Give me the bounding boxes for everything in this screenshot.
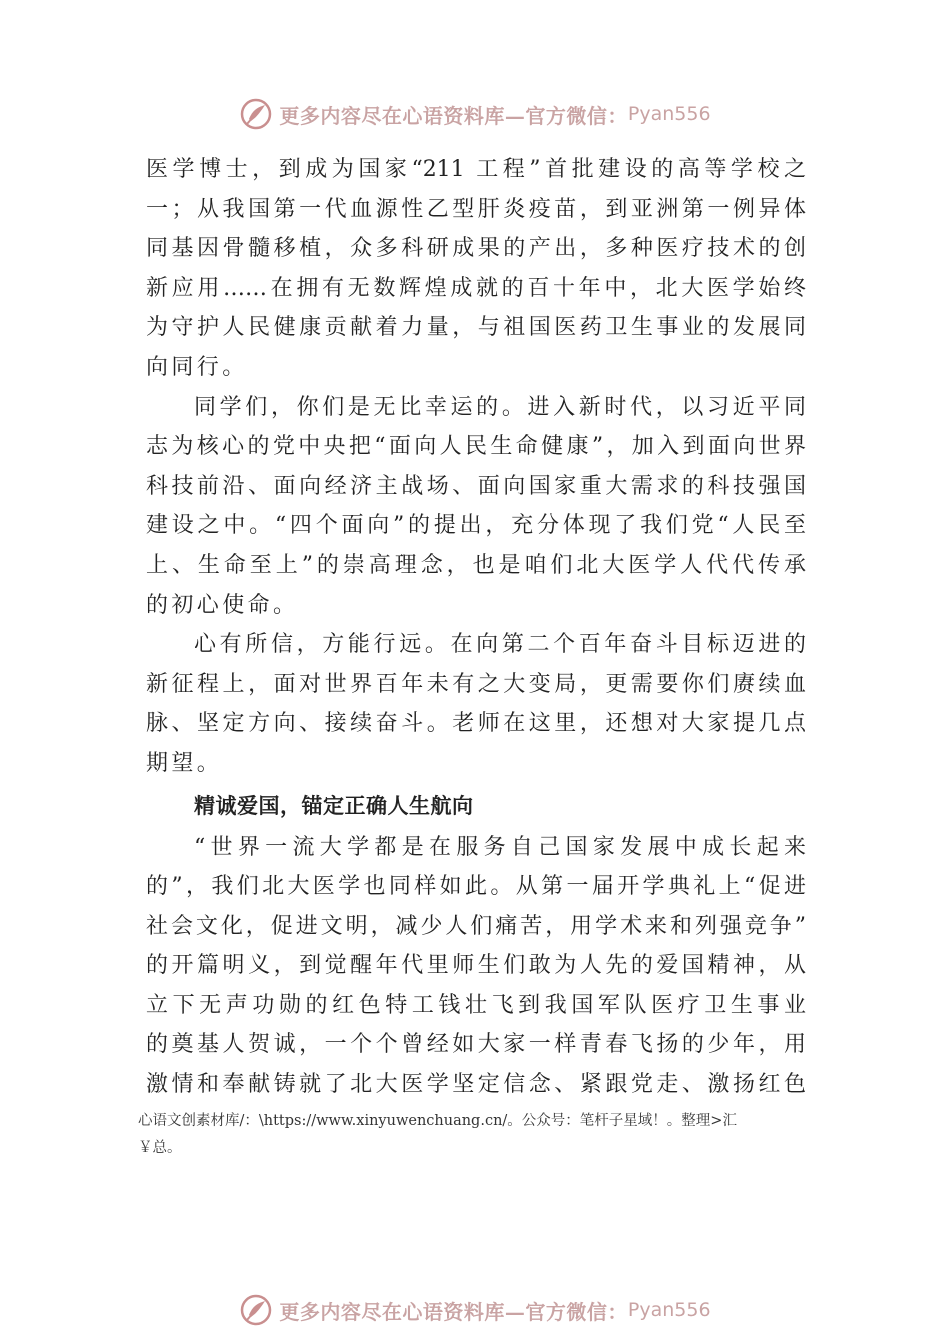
- paragraph-line: 医学博士，到成为国家“211 工程”首批建设的高等学校之: [146, 157, 806, 182]
- paragraph-line: 同学们，你们是无比幸运的。进入新时代，以习近平同: [194, 394, 806, 420]
- footer-banner: [0, 1290, 950, 1330]
- source-note-line: 心语文创素材库/：\https://www.xinyuwenchuang.cn/。公众号：笔杆子星域！。整理>汇: [138, 1113, 737, 1129]
- banner-text: 更多内容尽在心语资料库—官方微信：: [279, 1299, 628, 1324]
- paragraph-line: 社会文化，促进文明，减少人们痛苦，用学术来和列强竞争”: [146, 913, 806, 939]
- paragraph-line: 上、生命至上”的崇高理念，也是咱们北大医学人代代传承: [146, 552, 806, 578]
- brand-logo-icon: [239, 1293, 273, 1327]
- paragraph-line: 志为核心的党中央把“面向人民生命健康”，加入到面向世界: [146, 434, 806, 460]
- paragraph-line: 新征程上，面对世界百年未有之大变局，更需要你们赓续血: [146, 671, 806, 697]
- source-note: [138, 1108, 838, 1162]
- paragraph-line: 的奠基人贺诚，一个个曾经如大家一样青春飞扬的少年，用: [146, 1032, 806, 1058]
- paragraph-line: 为守护人民健康贡献着力量，与祖国医药卫生事业的发展同: [146, 315, 806, 341]
- paragraph-line: 期望。: [146, 750, 223, 776]
- paragraph-line: 立下无声功勋的红色特工钱壮飞到我国军队医疗卫生事业: [146, 992, 806, 1018]
- paragraph-line: 心有所信，方能行远。在向第二个百年奋斗目标迈进的: [194, 632, 806, 658]
- paragraph-line: 的开篇明义，到觉醒年代里师生们敢为人先的爱国精神，从: [146, 953, 806, 979]
- section-heading: 精诚爱国，锚定正确人生航向: [194, 793, 474, 818]
- paragraph-line: 激情和奉献铸就了北大医学坚定信念、紧跟党走、激扬红色: [146, 1072, 806, 1098]
- header-banner: [0, 94, 950, 134]
- paragraph-line: 脉、坚定方向、接续奋斗。老师在这里，还想对大家提几点: [146, 711, 806, 737]
- paragraph-line: 新应用……在拥有无数辉煌成就的百十年中，北大医学始终: [146, 275, 806, 301]
- banner-text: 更多内容尽在心语资料库—官方微信：: [279, 103, 628, 128]
- paragraph-line: 一；从我国第一代血源性乙型肝炎疫苗，到亚洲第一例异体: [146, 196, 806, 222]
- document-body: [146, 150, 806, 1105]
- paragraph-line: 科技前沿、面向经济主战场、面向国家重大需求的科技强国: [146, 473, 806, 499]
- paragraph-line: “世界一流大学都是在服务自己国家发展中成长起来: [194, 834, 806, 860]
- paragraph-line: 同基因骨髓移植，众多科研成果的产出，多种医疗技术的创: [146, 236, 806, 262]
- paragraph-line: 建设之中。“四个面向”的提出，充分体现了我们党“人民至: [146, 513, 806, 539]
- paragraph-line: 向同行。: [146, 354, 248, 380]
- brand-logo-icon: [239, 97, 273, 131]
- paragraph-line: 的初心使命。: [146, 592, 299, 618]
- paragraph-line: 的”，我们北大医学也同样如此。从第一届开学典礼上“促进: [146, 874, 806, 900]
- banner-wechat-id: Pyan556: [627, 103, 711, 125]
- banner-wechat-id: Pyan556: [627, 1299, 711, 1321]
- source-note-line: ￥总。: [138, 1140, 182, 1156]
